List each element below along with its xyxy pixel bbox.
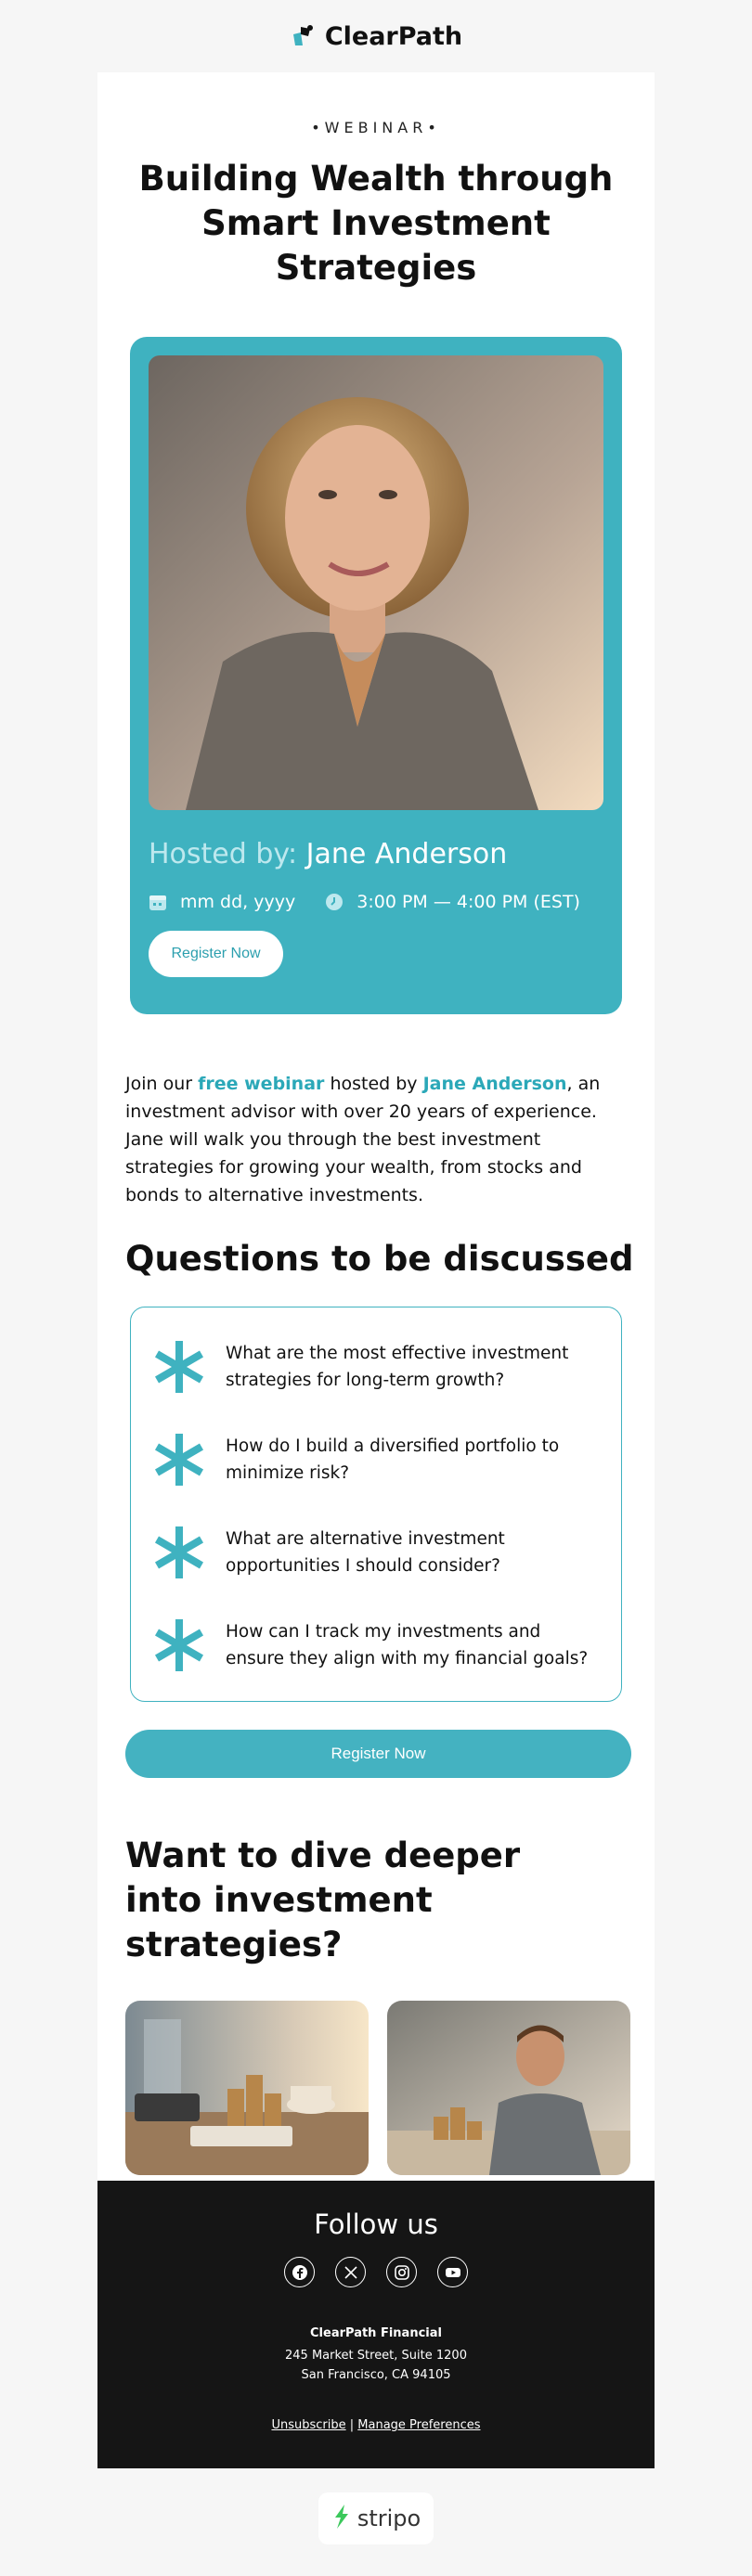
stripo-logo-icon — [331, 2503, 352, 2534]
webinar-schedule — [149, 892, 580, 912]
register-button[interactable]: Register Now — [149, 931, 283, 977]
facebook-icon[interactable] — [284, 2257, 315, 2287]
list-item — [131, 1599, 621, 1692]
list-item — [131, 1320, 621, 1413]
footer — [97, 2181, 655, 2468]
host-photo — [149, 355, 603, 810]
host-card — [130, 337, 622, 1014]
calendar-icon — [149, 893, 167, 911]
footer-links — [97, 2418, 655, 2432]
unsubscribe-link[interactable]: Unsubscribe — [271, 2418, 346, 2432]
hosted-by-prefix: Hosted by: — [149, 838, 298, 870]
company-address — [97, 2346, 655, 2385]
link-separator: | — [345, 2418, 358, 2432]
brand-header — [0, 0, 752, 72]
address-line: 245 Market Street, Suite 1200 — [285, 2349, 467, 2363]
instagram-icon[interactable] — [386, 2257, 417, 2287]
clock-icon — [325, 893, 344, 911]
asterisk-icon — [151, 1617, 207, 1673]
asterisk-icon — [151, 1525, 207, 1580]
register-button-secondary[interactable]: Register Now — [125, 1730, 631, 1778]
question-text: How can I track my investments and ensure they align with my financial goals? — [226, 1622, 589, 1668]
coins-desk-photo — [125, 2001, 369, 2175]
free-webinar-link[interactable]: free webinar — [198, 1074, 325, 1094]
asterisk-icon — [151, 1339, 207, 1395]
host-link[interactable]: Jane Anderson — [422, 1074, 567, 1094]
question-text: What are the most effective investment strategies for long-term growth? — [226, 1344, 569, 1390]
clearpath-logo-icon — [290, 23, 316, 49]
address-line: San Francisco, CA 94105 — [301, 2368, 451, 2382]
question-text: What are alternative investment opportunities I should consider? — [226, 1529, 505, 1576]
resources-title: Want to dive deeper into investment strategies? — [125, 1835, 521, 1964]
webinar-date: mm dd, yyyy — [180, 892, 296, 912]
questions-title: Questions to be discussed — [125, 1239, 634, 1279]
investor-photo — [387, 2001, 630, 2175]
youtube-icon[interactable] — [437, 2257, 468, 2287]
brand-name: ClearPath — [324, 21, 463, 51]
intro-paragraph — [125, 1070, 617, 1209]
list-item — [131, 1506, 621, 1599]
intro-text: , an investment advisor with over 20 years of experience. Jane will walk you through the best investment strategies for growing your wealth, from stocks and bonds to alternative investments. — [125, 1074, 601, 1205]
host-name: Jane Anderson — [305, 838, 508, 870]
manage-preferences-link[interactable]: Manage Preferences — [357, 2418, 481, 2432]
email-card — [97, 72, 655, 2270]
stripo-label: stripo — [357, 2505, 421, 2531]
page-title: Building Wealth through Smart Investment Strategies — [138, 159, 614, 288]
questions-list — [130, 1307, 622, 1702]
company-name: ClearPath Financial — [310, 2326, 442, 2340]
hosted-by — [149, 838, 507, 870]
social-links — [97, 2257, 655, 2287]
question-text: How do I build a diversified portfolio to minimize risk? — [226, 1436, 560, 1483]
x-icon[interactable] — [335, 2257, 366, 2287]
intro-text: Join our — [125, 1074, 199, 1094]
asterisk-icon — [151, 1432, 207, 1488]
list-item — [131, 1413, 621, 1506]
webinar-time: 3:00 PM — 4:00 PM (EST) — [357, 892, 580, 912]
stripo-badge[interactable] — [318, 2492, 434, 2544]
follow-us-title: Follow us — [314, 2209, 438, 2240]
intro-text: hosted by — [324, 1074, 423, 1094]
webinar-eyebrow: •WEBINAR• — [311, 119, 441, 136]
